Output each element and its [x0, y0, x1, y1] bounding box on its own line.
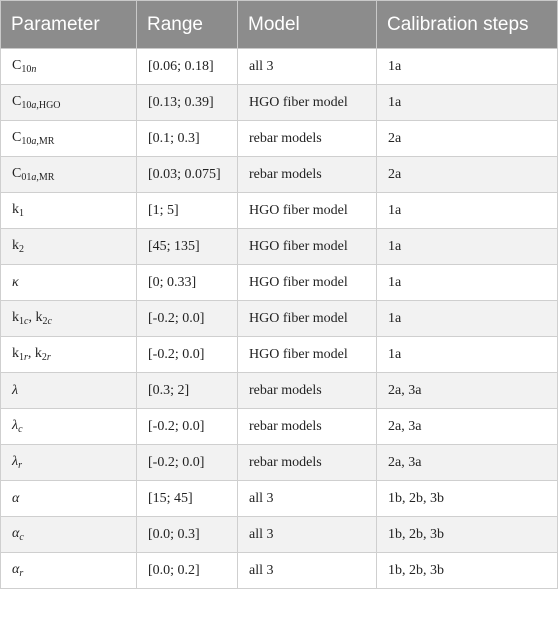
cell-parameter: [1, 517, 137, 553]
cell-range: [45; 135]: [137, 229, 238, 265]
cell-calibration-steps: 1a: [377, 229, 558, 265]
header-range: Range: [137, 1, 238, 49]
cell-calibration-steps: 1b, 2b, 3b: [377, 517, 558, 553]
parameter-subscript: [19, 208, 24, 219]
cell-parameter: [1, 553, 137, 589]
parameter-subscript-part: 2: [42, 316, 48, 327]
parameter-symbol: α: [12, 562, 20, 577]
parameter-symbol: λ: [12, 454, 19, 469]
parameter-symbol: α: [12, 490, 20, 506]
cell-parameter: [1, 49, 137, 85]
parameter-subscript-part: a: [31, 100, 37, 111]
parameter-subscript: [19, 568, 23, 579]
cell-calibration-steps: 2a, 3a: [377, 409, 558, 445]
parameter-subscript-part: 01: [21, 172, 32, 183]
cell-calibration-steps: 1a: [377, 265, 558, 301]
parameter-subscript: [42, 316, 51, 327]
cell-calibration-steps: 2a: [377, 121, 558, 157]
parameter-subscript-part: 1: [19, 316, 24, 327]
table-row: [1, 337, 558, 373]
table-row: [1, 301, 558, 337]
cell-parameter: [1, 337, 137, 373]
cell-calibration-steps: 1a: [377, 301, 558, 337]
parameter-subscript-part: 2: [19, 244, 24, 255]
parameter-subscript: [21, 64, 36, 75]
parameter-symbol: C: [12, 130, 22, 145]
parameter-symbol: κ: [12, 274, 19, 290]
cell-parameter: [1, 157, 137, 193]
parameter-symbol: λ: [12, 382, 19, 398]
cell-model: rebar models: [238, 409, 377, 445]
cell-model: HGO fiber model: [238, 265, 377, 301]
cell-model: all 3: [238, 553, 377, 589]
cell-parameter: [1, 409, 137, 445]
parameter-subscript-part: c: [24, 316, 29, 327]
cell-range: [0.3; 2]: [137, 373, 238, 409]
cell-calibration-steps: 2a: [377, 157, 558, 193]
parameter-symbol: C: [12, 166, 22, 181]
cell-model: all 3: [238, 517, 377, 553]
parameter-subscript-part: 1: [19, 208, 24, 219]
parameter-subscript-part: c: [19, 532, 24, 543]
cell-range: [0.0; 0.2]: [137, 553, 238, 589]
cell-model: rebar models: [238, 121, 377, 157]
cell-model: rebar models: [238, 373, 377, 409]
parameter-subscript-part: 2: [41, 352, 47, 363]
parameter-subscript: [19, 532, 23, 543]
cell-calibration-steps: 1b, 2b, 3b: [377, 481, 558, 517]
parameter-subscript: [19, 352, 28, 363]
table-row: [1, 85, 558, 121]
table-row: [1, 445, 558, 481]
cell-range: [-0.2; 0.0]: [137, 301, 238, 337]
cell-parameter: [1, 85, 137, 121]
parameter-subscript-part: ,MR: [36, 136, 55, 147]
parameter-symbol: , k: [27, 346, 42, 361]
cell-calibration-steps: 2a, 3a: [377, 373, 558, 409]
parameter-symbol: k: [12, 310, 19, 325]
cell-range: [-0.2; 0.0]: [137, 445, 238, 481]
header-row: [1, 1, 558, 49]
cell-model: rebar models: [238, 445, 377, 481]
cell-model: HGO fiber model: [238, 301, 377, 337]
parameter-subscript-part: r: [19, 568, 24, 579]
cell-calibration-steps: 1a: [377, 49, 558, 85]
parameter-subscript-part: ,HGO: [36, 100, 61, 111]
parameter-subscript-part: a: [31, 136, 37, 147]
header-calibration-steps: Calibration steps: [377, 1, 558, 49]
parameter-subscript: [42, 352, 51, 363]
cell-model: HGO fiber model: [238, 337, 377, 373]
cell-model: all 3: [238, 481, 377, 517]
cell-parameter: [1, 193, 137, 229]
cell-model: rebar models: [238, 157, 377, 193]
parameter-subscript-part: r: [46, 352, 51, 363]
cell-model: all 3: [238, 49, 377, 85]
cell-model: HGO fiber model: [238, 85, 377, 121]
cell-calibration-steps: 1a: [377, 193, 558, 229]
parameter-subscript-part: 10: [21, 100, 32, 111]
header-model: Model: [238, 1, 377, 49]
cell-range: [0.06; 0.18]: [137, 49, 238, 85]
table-body: [1, 49, 558, 589]
cell-range: [0.03; 0.075]: [137, 157, 238, 193]
parameter-subscript-part: 10: [21, 136, 32, 147]
cell-parameter: [1, 481, 137, 517]
cell-parameter: [1, 301, 137, 337]
table-row: [1, 121, 558, 157]
cell-range: [-0.2; 0.0]: [137, 409, 238, 445]
cell-parameter: [1, 121, 137, 157]
cell-range: [0.13; 0.39]: [137, 85, 238, 121]
cell-range: [1; 5]: [137, 193, 238, 229]
parameter-subscript-part: a: [31, 172, 37, 183]
table-row: [1, 517, 558, 553]
table-row: [1, 157, 558, 193]
cell-parameter: [1, 445, 137, 481]
parameter-symbol: α: [12, 526, 20, 541]
table-row: [1, 553, 558, 589]
parameter-symbol: k: [12, 202, 19, 217]
cell-model: HGO fiber model: [238, 193, 377, 229]
table-row: [1, 373, 558, 409]
table-row: [1, 265, 558, 301]
cell-calibration-steps: 1a: [377, 337, 558, 373]
parameter-symbol: C: [12, 94, 22, 109]
table-row: [1, 481, 558, 517]
parameter-subscript-part: n: [31, 64, 37, 75]
parameter-subscript-part: 1: [19, 352, 24, 363]
cell-parameter: [1, 265, 137, 301]
parameter-subscript: [21, 100, 60, 111]
parameter-subscript-part: r: [24, 352, 28, 363]
table-row: [1, 49, 558, 85]
cell-range: [0.0; 0.3]: [137, 517, 238, 553]
parameter-subscript: [18, 460, 22, 471]
cell-calibration-steps: 1a: [377, 85, 558, 121]
parameter-subscript: [21, 172, 54, 183]
cell-range: [-0.2; 0.0]: [137, 337, 238, 373]
cell-range: [0.1; 0.3]: [137, 121, 238, 157]
parameter-symbol: C: [12, 58, 22, 73]
parameter-subscript: [21, 136, 54, 147]
table-row: [1, 229, 558, 265]
cell-calibration-steps: 2a, 3a: [377, 445, 558, 481]
cell-range: [15; 45]: [137, 481, 238, 517]
cell-model: HGO fiber model: [238, 229, 377, 265]
cell-parameter: [1, 373, 137, 409]
parameter-symbol: k: [12, 238, 19, 253]
parameter-symbol: , k: [28, 310, 43, 325]
table-row: [1, 409, 558, 445]
cell-parameter: [1, 229, 137, 265]
header-parameter: Parameter: [1, 1, 137, 49]
parameter-subscript-part: c: [18, 424, 23, 435]
parameter-subscript: [18, 424, 22, 435]
cell-range: [0; 0.33]: [137, 265, 238, 301]
parameter-subscript-part: 10: [21, 64, 32, 75]
parameter-symbol: k: [12, 346, 19, 361]
parameter-subscript-part: r: [18, 460, 22, 471]
parameter-symbol: λ: [12, 418, 19, 433]
parameter-subscript-part: c: [47, 316, 52, 327]
table-row: [1, 193, 558, 229]
parameter-subscript: [19, 244, 24, 255]
cell-calibration-steps: 1b, 2b, 3b: [377, 553, 558, 589]
parameter-subscript-part: ,MR: [36, 172, 55, 183]
